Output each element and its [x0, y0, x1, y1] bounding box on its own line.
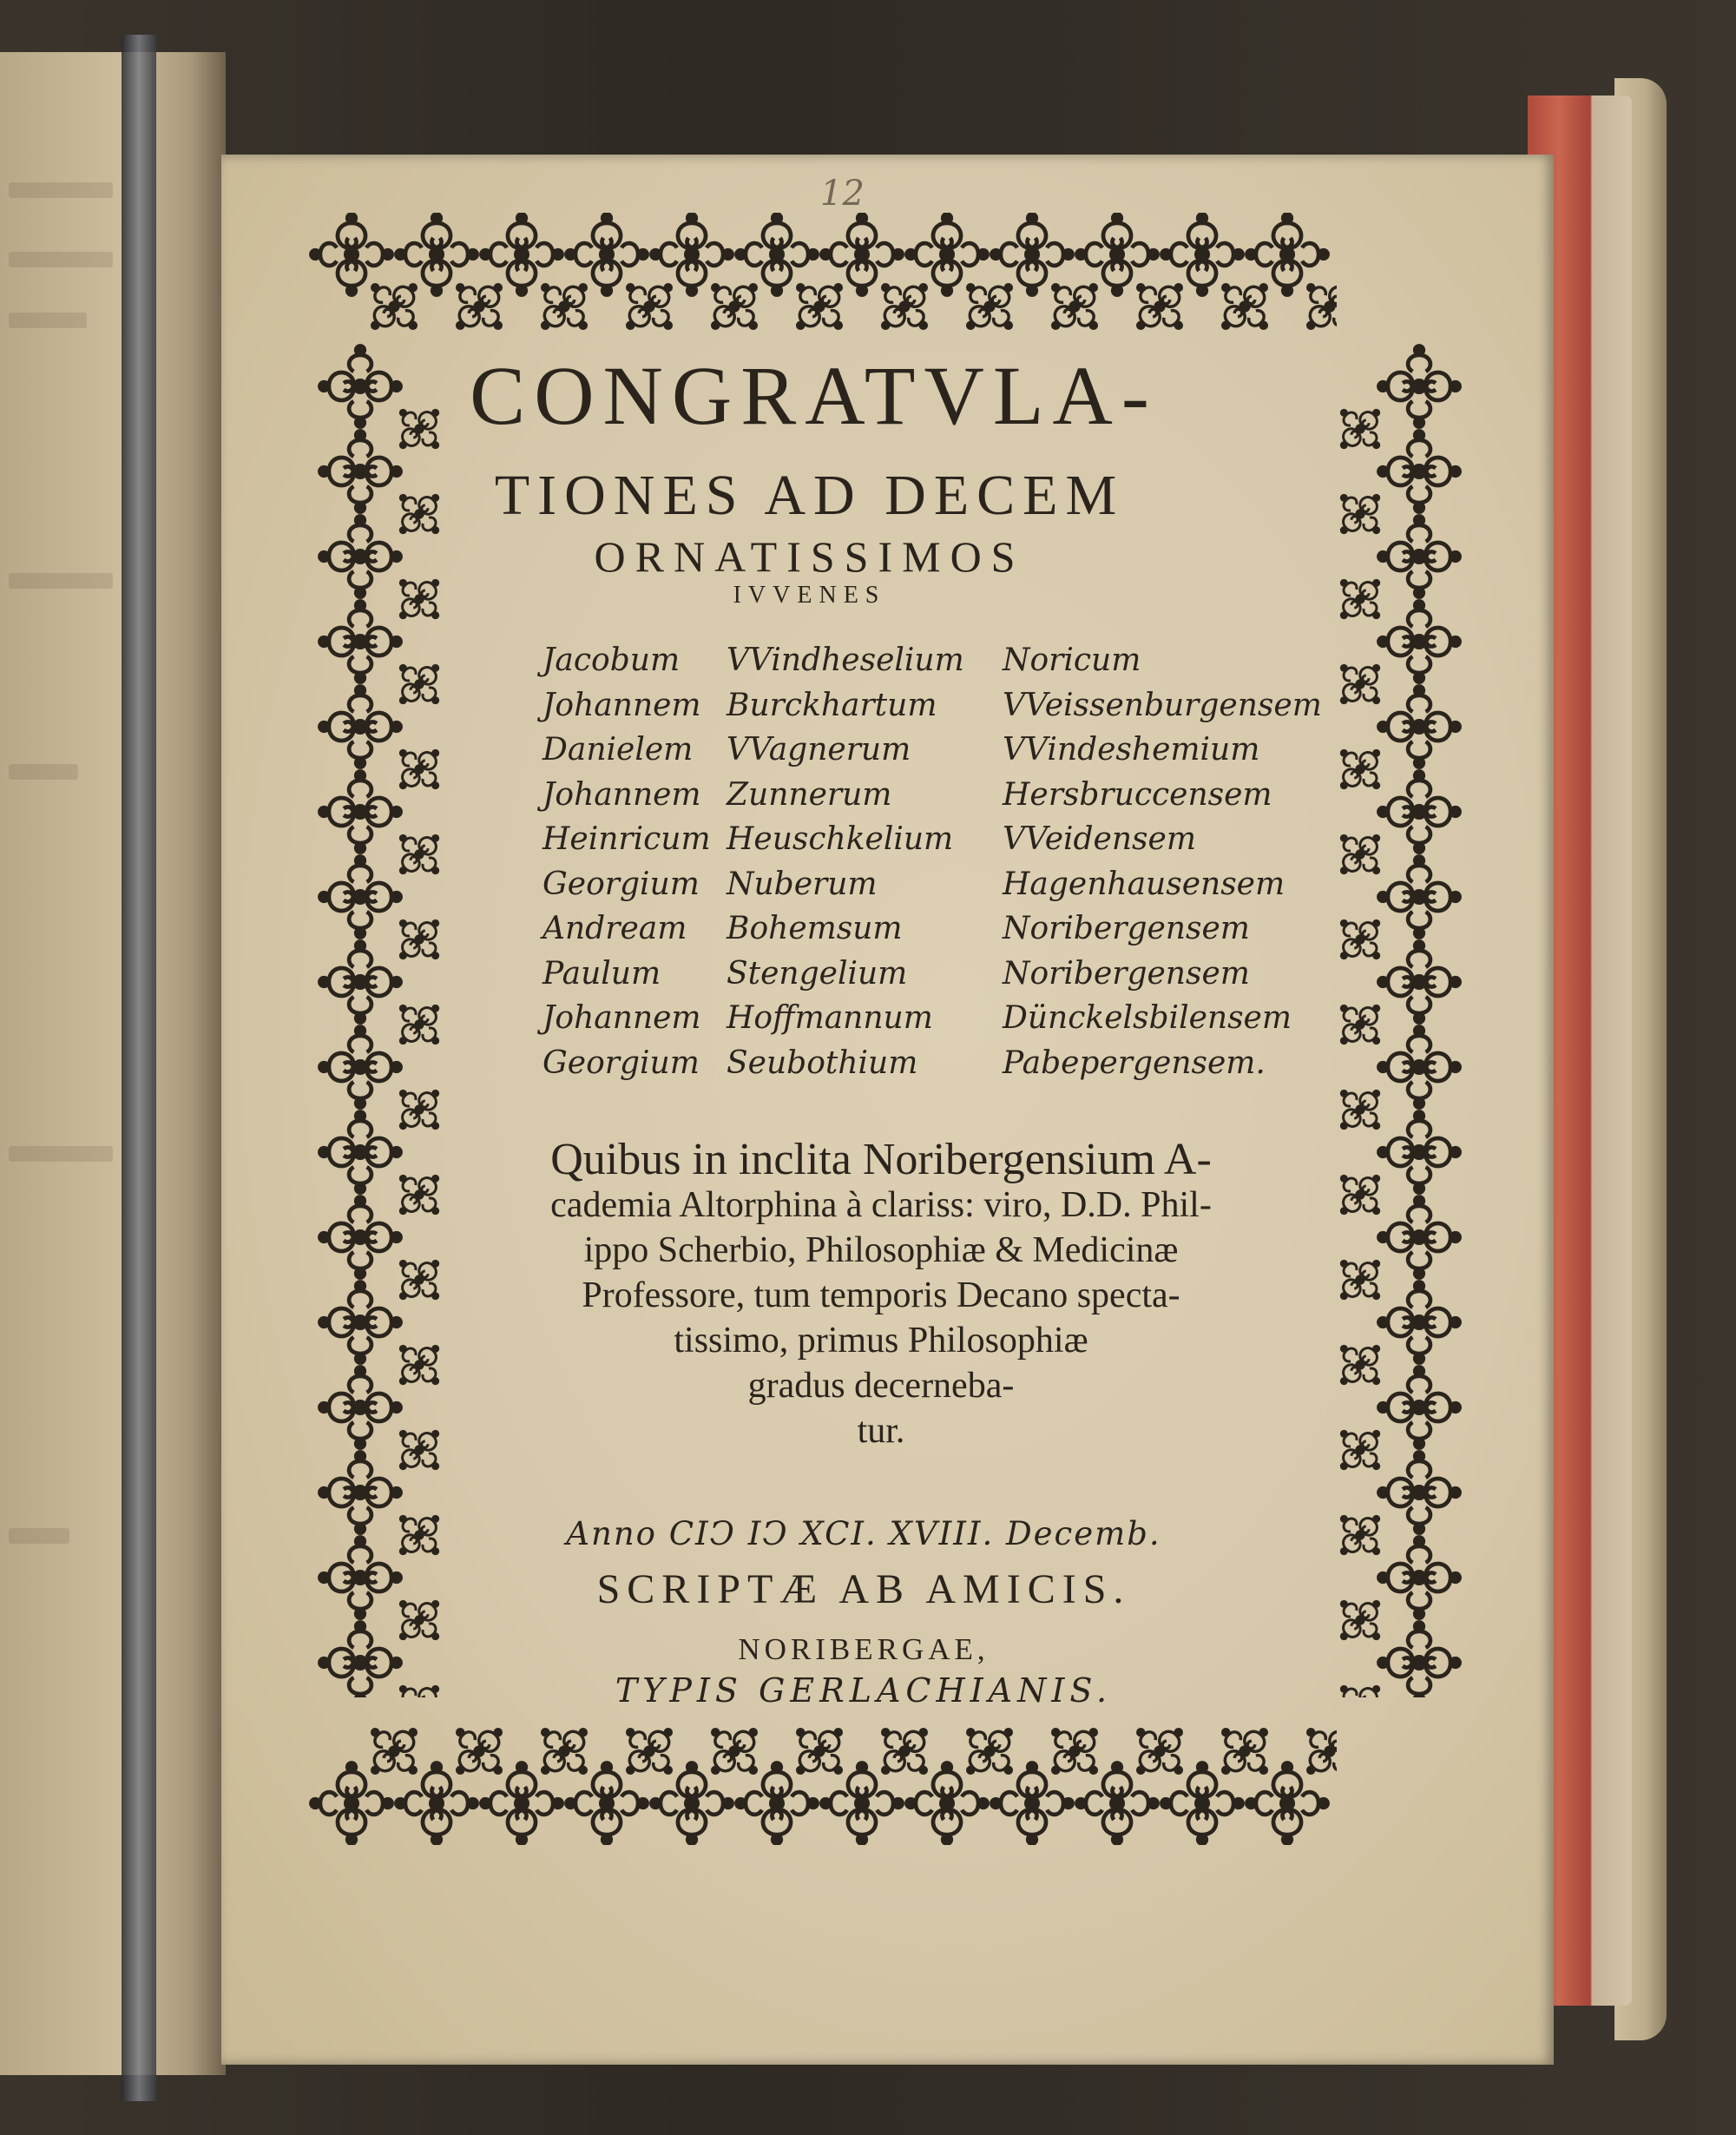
family-name: VVagnerum	[727, 732, 911, 768]
family-name: Nuberum	[727, 866, 878, 902]
body-line: Professore, tum temporis Decano specta-	[582, 1275, 1180, 1315]
title-line-1: CONGRATVLA-	[470, 349, 1158, 442]
name-row	[542, 1045, 1289, 1091]
dedication-paragraph	[286, 1137, 1476, 1453]
family-name: VVindheselium	[727, 642, 964, 678]
book-gutter	[122, 35, 156, 2101]
authorship-line: SCRIPTÆ AB AMICIS.	[596, 1566, 1131, 1612]
origin: Dünckelsbilensem	[1003, 1000, 1292, 1036]
body-line: tur.	[857, 1411, 905, 1451]
family-name: Hoffmannum	[727, 1000, 933, 1036]
given-name: Paulum	[542, 955, 661, 992]
imprint-printer: TYPIS GERLACHIANIS.	[615, 1671, 1113, 1710]
name-row	[542, 1000, 1292, 1045]
ornament-border-top	[308, 213, 1337, 343]
name-row	[542, 911, 1289, 956]
family-name: Zunnerum	[727, 776, 892, 813]
given-name: Johannem	[542, 687, 701, 723]
body-line: gradus decerneba-	[747, 1366, 1015, 1406]
given-name: Andream	[542, 911, 687, 946]
body-line: Quibus in inclita Noribergensium A-	[550, 1135, 1212, 1184]
origin: Noricum	[1003, 642, 1141, 678]
title-line-4: IVVENES	[733, 582, 886, 609]
name-row	[542, 642, 1289, 688]
date-line: Anno CIↃ IↃ XCI. XVIII. Decemb.	[566, 1515, 1161, 1552]
given-name: Georgium	[542, 1044, 700, 1081]
body-line: cademia Altorphina à clariss: viro, D.D. Phil-	[550, 1185, 1212, 1225]
origin: VVindeshemium	[1003, 732, 1260, 768]
given-name: Johannem	[542, 1000, 701, 1036]
name-row	[542, 821, 1289, 867]
given-name: Georgium	[542, 866, 700, 902]
title-line-2: TIONES AD DECEM	[494, 464, 1125, 527]
name-row	[542, 956, 1289, 1001]
left-facing-page	[0, 52, 226, 2075]
ornament-border-bottom	[308, 1715, 1337, 1845]
body-line: tissimo, primus Philosophiæ	[674, 1321, 1088, 1361]
body-line: ippo Scherbio, Philosophiæ & Medicinæ	[583, 1230, 1179, 1270]
origin: VVeissenburgensem	[1003, 687, 1322, 723]
ornament-border-right	[1319, 343, 1471, 1697]
given-name: Johannem	[542, 776, 701, 813]
origin: Noribergensem	[1003, 955, 1250, 992]
name-row	[542, 867, 1289, 912]
family-name: Stengelium	[727, 955, 908, 992]
family-name: Heuschkelium	[727, 821, 954, 857]
given-name: Jacobum	[542, 642, 681, 678]
honorees-list	[542, 642, 1322, 1090]
given-name: Danielem	[542, 732, 694, 768]
name-row	[542, 687, 1322, 733]
name-row	[542, 732, 1289, 777]
name-row	[542, 777, 1289, 822]
origin: Noribergensem	[1003, 911, 1250, 946]
origin: Hagenhausensem	[1003, 866, 1286, 902]
family-name: Seubothium	[727, 1044, 918, 1081]
origin: Hersbruccensem	[1003, 776, 1272, 813]
origin: Pabepergensem.	[1003, 1044, 1266, 1081]
given-name: Heinricum	[542, 821, 711, 857]
title-line-3: ORNATISSIMOS	[594, 532, 1025, 581]
imprint-place: NORIBERGAE,	[738, 1632, 990, 1666]
handwritten-page-mark: 12	[820, 174, 865, 214]
origin: VVeidensem	[1003, 821, 1196, 857]
family-name: Burckhartum	[727, 687, 937, 723]
family-name: Bohemsum	[727, 911, 903, 946]
